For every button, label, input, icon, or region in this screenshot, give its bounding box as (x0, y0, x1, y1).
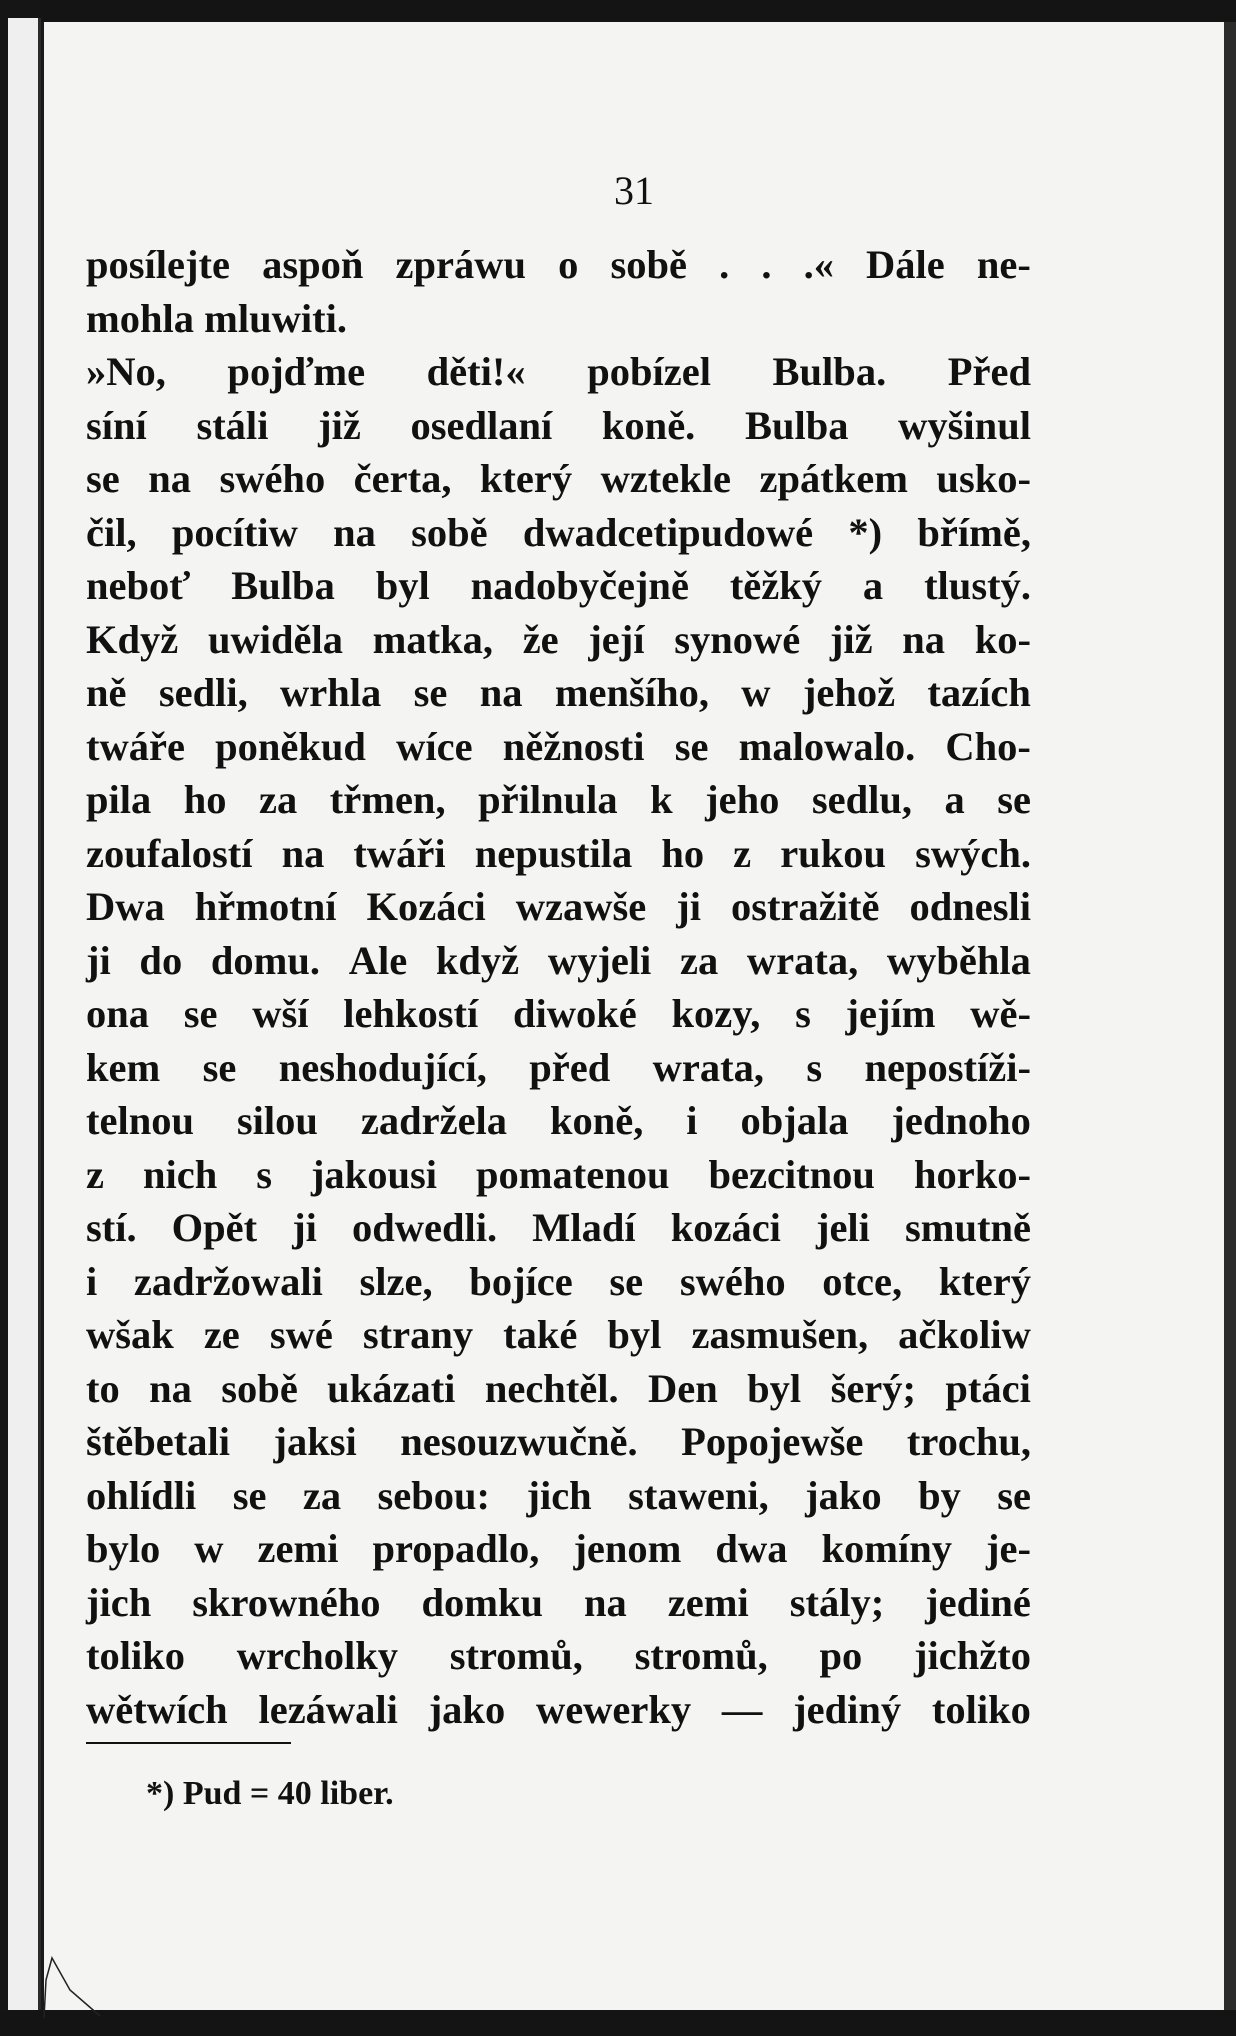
text-line: posílejte aspoň zpráwu o sobě . . .« Dále ne- (86, 242, 1031, 287)
scan-frame-top (0, 0, 1236, 22)
text-line: se na swého čerta, který wztekle zpátkem usko- (86, 456, 1031, 501)
text-line: zoufalostí na twáři nepustila ho z rukou swých. (86, 830, 1031, 876)
text-line: ona se wší lehkostí diwoké kozy, s jejím wě- (86, 991, 1031, 1036)
text-line: i zadržowali slze, bojíce se swého otce, který (86, 1258, 1031, 1304)
text-line: wětwích lezáwali jako wewerky — jediný toliko (86, 1686, 1031, 1732)
text-line: ohlídli se za sebou: jich staweni, jako by se (86, 1472, 1031, 1518)
text-line: to na sobě ukázati nechtěl. Den byl šerý; ptáci (86, 1365, 1031, 1411)
footnote-rule (86, 1742, 291, 1744)
text-line: ně sedli, wrhla se na menšího, w jehož tazích (86, 670, 1031, 715)
scan-artifact-mark (40, 1950, 130, 2020)
text-line: ji do domu. Ale když wyjeli za wrata, wyběhla (86, 937, 1031, 983)
text-line: bylo w zemi propadlo, jenom dwa komíny je- (86, 1526, 1031, 1571)
text-line: wšak ze swé strany také byl zasmušen, ačkoliw (86, 1312, 1031, 1357)
footnote: *) Pud = 40 liber. (146, 1775, 394, 1812)
text-line: pila ho za třmen, přilnula k jeho sedlu, a se (86, 777, 1031, 822)
text-line: telnou silou zadržela koně, i objala jednoho (86, 1098, 1031, 1143)
text-line: jich skrowného domku na zemi stály; jediné (86, 1579, 1031, 1625)
text-line: toliko wrcholky stromů, stromů, po jichžto (86, 1633, 1031, 1678)
previous-page-edge (8, 18, 41, 2013)
text-line: síní stáli již osedlaní koně. Bulba wyšinul (86, 402, 1031, 448)
page-number: 31 (614, 168, 654, 213)
text-line: štěbetali jaksi nesouzwučně. Popojewše trochu, (86, 1419, 1031, 1464)
text-line: Dwa hřmotní Kozáci wzawše ji ostražitě odnesli (86, 884, 1031, 929)
scan-frame-right (1222, 22, 1236, 2010)
text-line: kem se neshodující, před wrata, s nepostíži- (86, 1044, 1031, 1090)
text-line: Když uwiděla matka, že její synowé již na ko- (86, 616, 1031, 662)
text-line: mohla mluwiti. (86, 295, 348, 341)
text-line: stí. Opět ji odwedli. Mladí kozáci jeli smutně (86, 1205, 1031, 1250)
text-line: »No, pojďme děti!« pobízel Bulba. Před (86, 349, 1031, 394)
body-text (86, 238, 1031, 1736)
text-line: z nich s jakousi pomatenou bezcitnou horko- (86, 1151, 1031, 1197)
text-line: čil, pocítiw na sobě dwadcetipudowé *) břímě, (86, 509, 1031, 555)
scan-frame-bottom (0, 2010, 1236, 2036)
text-line: neboť Bulba byl nadobyčejně těžký a tlustý. (86, 563, 1031, 608)
text-line: twáře poněkud wíce něžnosti se malowalo. Cho- (86, 723, 1031, 769)
